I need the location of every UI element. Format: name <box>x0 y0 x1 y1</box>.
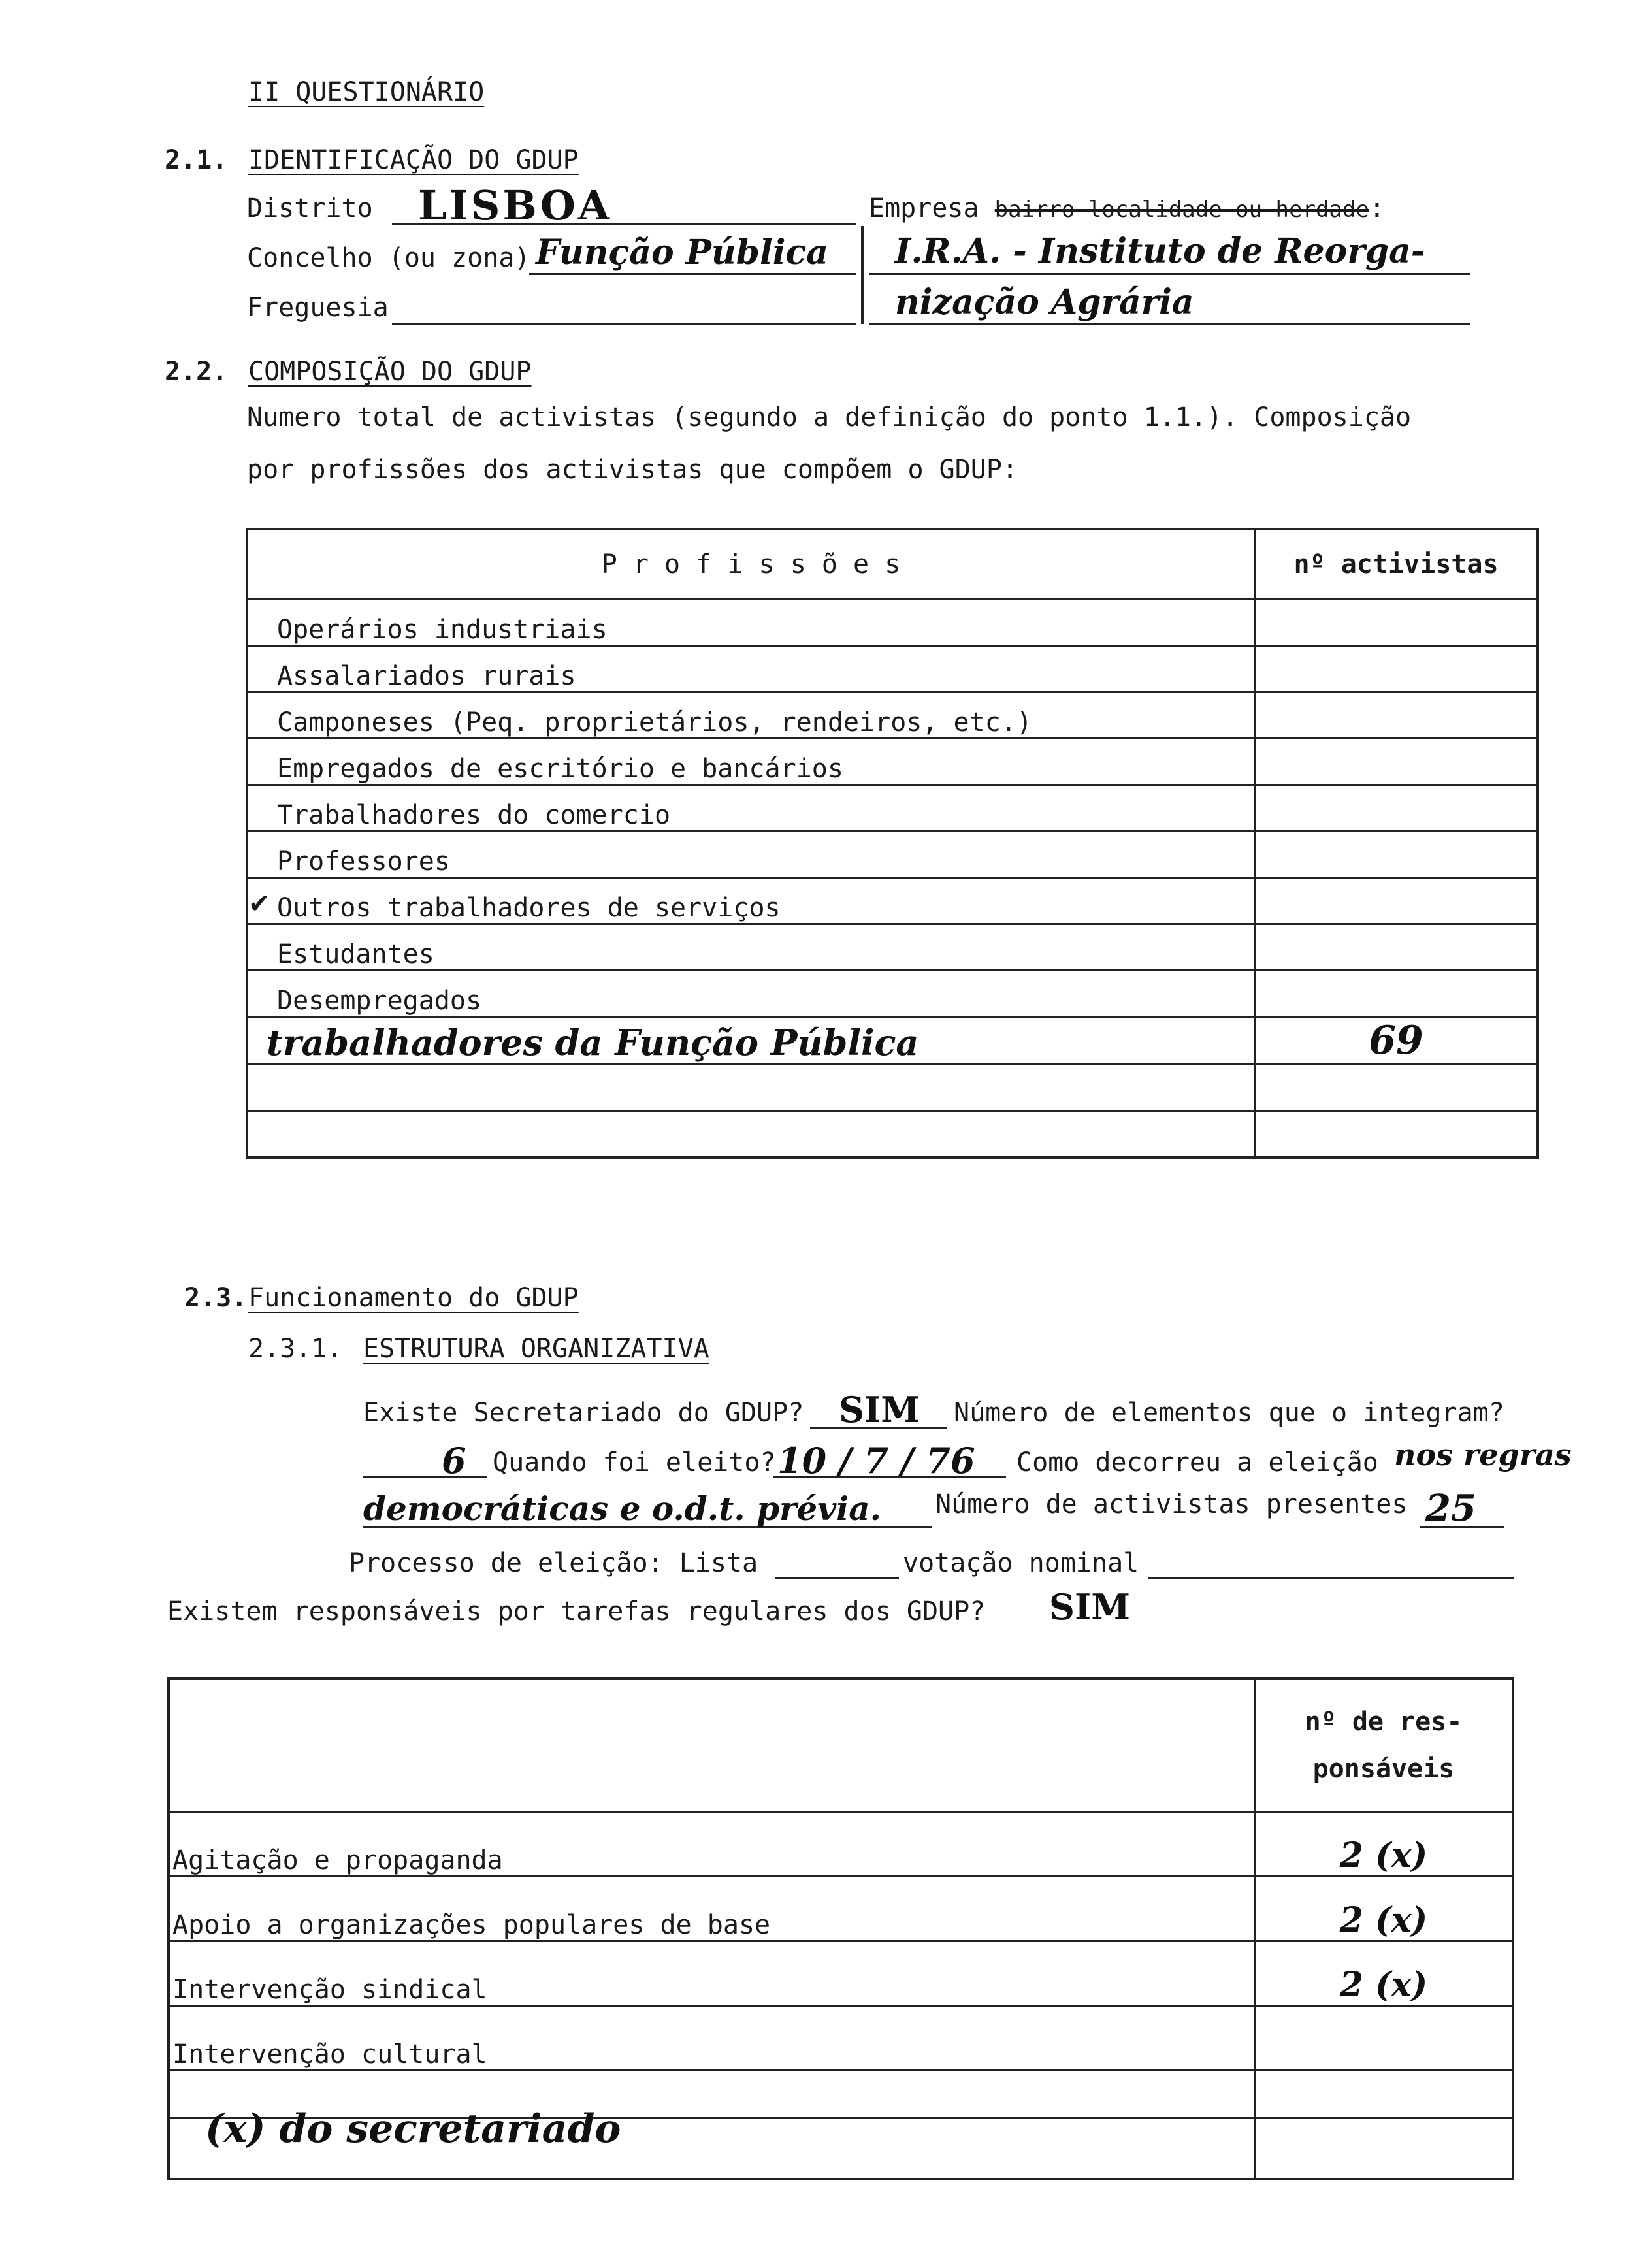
section-2-3-number: 2.3. <box>184 1283 248 1313</box>
task-count: 2 (x) <box>1255 1877 1514 1941</box>
table-row <box>247 924 1538 971</box>
profession-count <box>1255 924 1538 971</box>
profession-count <box>1255 832 1538 878</box>
empresa-divider <box>861 226 864 324</box>
task-label: Agitação e propaganda <box>169 1812 1255 1877</box>
profession-label: Outros trabalhadores de serviços <box>277 893 781 923</box>
q-secretariado: Existe Secretariado do GDUP? <box>363 1398 804 1428</box>
votacao-label: votação nominal <box>903 1548 1139 1578</box>
composition-text-1: Numero total de activistas (segundo a definição do ponto 1.1.). Composição <box>247 402 1412 432</box>
profession-label: Estudantes <box>247 924 1255 971</box>
table-row <box>247 1017 1538 1065</box>
profession-count-handwritten: 69 <box>1255 1017 1538 1065</box>
task-count <box>1255 2118 1514 2180</box>
a-elementos-line <box>363 1476 487 1478</box>
section-2-1-title: IDENTIFICAÇÃO DO GDUP <box>248 145 579 175</box>
col-header-responsaveis-line-1: nº de res- <box>1305 1707 1463 1737</box>
col-header-activists: nº activistas <box>1255 529 1538 600</box>
concelho-label: Concelho (ou zona) <box>247 243 530 273</box>
section-2-3-1-number: 2.3.1. <box>248 1334 343 1364</box>
profession-count <box>1255 692 1538 739</box>
freguesia-line <box>392 323 856 325</box>
table-row <box>247 878 1538 924</box>
table-row <box>247 785 1538 832</box>
task-count <box>1255 2006 1514 2071</box>
table-row <box>169 1941 1513 2006</box>
a-responsaveis: SIM <box>1049 1586 1131 1628</box>
table-row <box>169 2006 1513 2071</box>
empresa-label: Empresa bairro localidade ou herdade: <box>869 193 1385 223</box>
table-row <box>247 1111 1538 1158</box>
q-elementos: Número de elementos que o integram? <box>954 1398 1504 1428</box>
profession-count <box>1255 878 1538 924</box>
table-row <box>247 1065 1538 1111</box>
a-secretariado: SIM <box>839 1389 920 1431</box>
profession-label: Operários industriais <box>247 600 1255 646</box>
section-2-2-number: 2.2. <box>165 357 228 387</box>
table-row <box>169 1812 1513 1877</box>
profession-cell-marked <box>247 878 1255 924</box>
profession-label: Desempregados <box>247 971 1255 1017</box>
professions-header-row <box>247 529 1538 600</box>
profession-count <box>1255 600 1538 646</box>
q-eleito: Quando foi eleito? <box>493 1448 776 1478</box>
table-row <box>247 600 1538 646</box>
q-presentes: Número de activistas presentes <box>935 1489 1408 1519</box>
empresa-line-1 <box>869 273 1470 275</box>
responsibilities-header-row <box>169 1679 1513 1812</box>
check-mark-icon: ✔ <box>248 889 270 919</box>
col-header-task <box>169 1679 1255 1812</box>
a-decorreu-2: democráticas e o.d.t. prévia. <box>363 1489 882 1528</box>
profession-count <box>1255 1111 1538 1158</box>
col-header-professions: P r o f i s s õ e s <box>247 529 1255 600</box>
a-eleito: 10 / 7 / 76 <box>777 1440 975 1482</box>
profession-label-handwritten: trabalhadores da Função Pública <box>247 1017 1255 1065</box>
votacao-line <box>1148 1577 1514 1579</box>
task-count <box>1255 2071 1514 2118</box>
empresa-line-2 <box>869 323 1470 325</box>
lista-line <box>775 1577 899 1579</box>
task-label: Intervenção cultural <box>169 2006 1255 2071</box>
footnote: (x) do secretariado <box>205 2106 621 2152</box>
profession-label <box>247 1111 1255 1158</box>
table-row <box>247 739 1538 785</box>
empresa-value-2: nização Agrária <box>895 282 1194 322</box>
task-label: Apoio a organizações populares de base <box>169 1877 1255 1941</box>
section-2-2-title: COMPOSIÇÃO DO GDUP <box>248 357 532 387</box>
section-2-1-number: 2.1. <box>165 145 228 175</box>
empresa-label-text: Empresa <box>869 193 979 223</box>
empresa-struck-text: bairro localidade ou herdade <box>994 197 1369 223</box>
profession-label: Assalariados rurais <box>247 646 1255 692</box>
profession-count <box>1255 785 1538 832</box>
concelho-value: Função Pública <box>536 233 828 272</box>
q-decorreu: Como decorreu a eleição <box>1016 1448 1378 1478</box>
col-header-responsaveis-line-2: ponsáveis <box>1312 1754 1455 1784</box>
a-elementos: 6 <box>442 1440 466 1482</box>
profession-label: Empregados de escritório e bancários <box>247 739 1255 785</box>
profession-count <box>1255 971 1538 1017</box>
table-row <box>247 971 1538 1017</box>
responsibilities-table <box>167 1677 1514 2180</box>
col-header-responsaveis <box>1255 1679 1514 1812</box>
section-title: II QUESTIONÁRIO <box>248 77 485 107</box>
table-row <box>247 646 1538 692</box>
q-responsaveis: Existem responsáveis por tarefas regulares dos GDUP? <box>167 1596 986 1627</box>
distrito-label: Distrito <box>247 193 373 223</box>
profession-label: Professores <box>247 832 1255 878</box>
concelho-line <box>529 273 856 275</box>
profession-count <box>1255 646 1538 692</box>
distrito-value: LISBOA <box>418 182 613 229</box>
freguesia-label: Freguesia <box>247 293 389 323</box>
a-decorreu-1: nos regras <box>1394 1437 1572 1472</box>
task-count: 2 (x) <box>1255 1812 1514 1877</box>
table-row <box>247 692 1538 739</box>
profession-label: Camponeses (Peq. proprietários, rendeiros, etc.) <box>247 692 1255 739</box>
section-2-3-title: Funcionamento do GDUP <box>248 1283 579 1313</box>
profession-label <box>247 1065 1255 1111</box>
section-2-3-1-title: ESTRUTURA ORGANIZATIVA <box>363 1334 709 1364</box>
composition-text-2: por profissões dos activistas que compõem o GDUP: <box>247 455 1018 485</box>
task-count: 2 (x) <box>1255 1941 1514 2006</box>
profession-count <box>1255 739 1538 785</box>
professions-table <box>246 528 1539 1159</box>
table-row <box>247 832 1538 878</box>
profession-count <box>1255 1065 1538 1111</box>
task-label: Intervenção sindical <box>169 1941 1255 2006</box>
table-row <box>169 1877 1513 1941</box>
empresa-value-1: I.R.A. - Instituto de Reorga- <box>895 231 1425 271</box>
a-presentes: 25 <box>1425 1487 1476 1530</box>
profession-label: Trabalhadores do comercio <box>247 785 1255 832</box>
processo-label: Processo de eleição: Lista <box>349 1548 758 1578</box>
